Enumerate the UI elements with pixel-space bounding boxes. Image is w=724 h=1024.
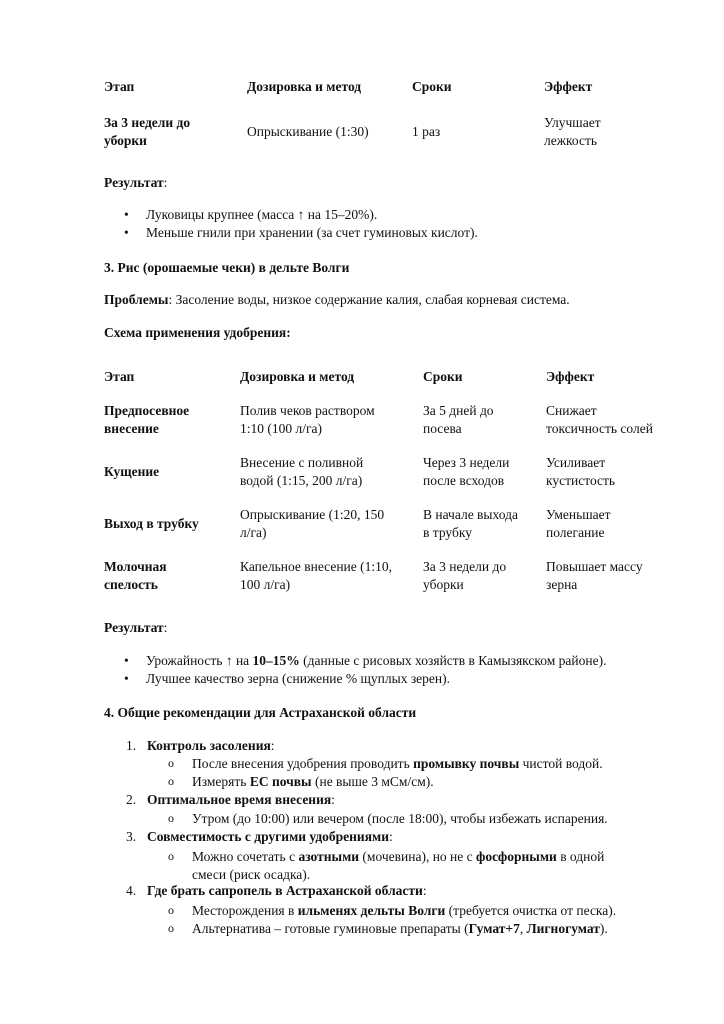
table-cell: Через 3 недели после всходов	[423, 455, 510, 488]
list-item-number: 2.	[126, 792, 137, 807]
table-2-header-stage: Этап	[104, 369, 135, 384]
table-2-header-effect: Эффект	[546, 369, 595, 384]
list-item: o Можно сочетать с азотными (мочевина), но не с фосфорными в одной	[192, 848, 604, 866]
list-item: • Меньше гнили при хранении (за счет гуминовых кислот).	[124, 224, 478, 242]
result-1-label: Результат:	[104, 175, 168, 190]
list-item: Совместимость с другими удобрениями:	[147, 829, 393, 844]
table-2	[104, 368, 674, 598]
table-row: Предпосевное внесение	[104, 403, 190, 436]
table-2-header-dose: Дозировка и метод	[240, 369, 355, 384]
table-1-cell-dose: Опрыскивание (1:30)	[247, 124, 369, 139]
table-cell: Снижает токсичность солей	[546, 403, 653, 436]
table-1-cell-timing: 1 раз	[412, 124, 441, 139]
table-cell: Усиливает кустистость	[546, 455, 616, 488]
list-item: o После внесения удобрения проводить промывку почвы чистой водой.	[192, 755, 603, 773]
section-3-scheme-title: Схема применения удобрения:	[104, 325, 291, 340]
list-item: Оптимальное время внесения:	[147, 792, 335, 807]
list-item-continuation: смеси (риск осадка).	[192, 867, 311, 882]
table-cell: Полив чеков раствором 1:10 (100 л/га)	[240, 403, 375, 436]
list-item: Где брать сапропель в Астраханской области:	[147, 883, 427, 898]
list-item: Контроль засоления:	[147, 738, 275, 753]
list-item: o Измерять ЕС почвы (не выше 3 мСм/см).	[192, 773, 434, 791]
table-cell: За 5 дней до посева	[423, 403, 494, 436]
list-item: o Альтернатива – готовые гуминовые препараты (Гумат+7, Лигногумат).	[192, 920, 608, 938]
table-1-cell-stage: За 3 недели до уборки	[104, 115, 191, 148]
result-2-label: Результат:	[104, 620, 168, 635]
table-cell: Капельное внесение (1:10, 100 л/га)	[240, 559, 393, 592]
section-3-problems: Проблемы: Засоление воды, низкое содержание калия, слабая корневая система.	[104, 292, 570, 307]
list-item: • Луковицы крупнее (масса ↑ на 15–20%).	[124, 206, 478, 224]
list-item-number: 4.	[126, 883, 137, 898]
table-row: Выход в трубку	[104, 516, 199, 531]
table-2-header-timing: Сроки	[423, 369, 463, 384]
table-1-cell-effect: Улучшает лежкость	[544, 115, 601, 148]
table-1-header-dose: Дозировка и метод	[247, 79, 362, 94]
list-item: o Утром (до 10:00) или вечером (после 18:00), чтобы избежать испарения.	[192, 810, 608, 828]
table-1-header-timing: Сроки	[412, 79, 452, 94]
list-item: • Урожайность ↑ на 10–15% (данные с рисовых хозяйств в Камызякском районе).	[124, 652, 606, 670]
table-cell: Опрыскивание (1:20, 150 л/га)	[240, 507, 385, 540]
list-item: • Лучшее качество зерна (снижение % щуплых зерен).	[124, 670, 606, 688]
table-cell: Внесение с поливной водой (1:15, 200 л/га)	[240, 455, 364, 488]
table-1-header-stage: Этап	[104, 79, 135, 94]
section-4-title: 4. Общие рекомендации для Астраханской области	[104, 705, 417, 720]
table-cell: За 3 недели до уборки	[423, 559, 507, 592]
table-cell: В начале выхода в трубку	[423, 507, 518, 540]
list-item-number: 3.	[126, 829, 137, 844]
list-item-number: 1.	[126, 738, 137, 753]
result-1-list	[124, 206, 478, 242]
list-item: o Месторождения в ильменях дельты Волги (требуется очистка от песка).	[192, 902, 616, 920]
table-1-header-effect: Эффект	[544, 79, 593, 94]
table-cell: Уменьшает полегание	[546, 507, 611, 540]
table-row: Кущение	[104, 464, 160, 479]
table-1	[104, 78, 644, 150]
section-3-title: 3. Рис (орошаемые чеки) в дельте Волги	[104, 260, 350, 275]
table-row: Молочная спелость	[104, 559, 167, 592]
result-2-list	[124, 652, 606, 688]
table-cell: Повышает массу зерна	[546, 559, 643, 592]
